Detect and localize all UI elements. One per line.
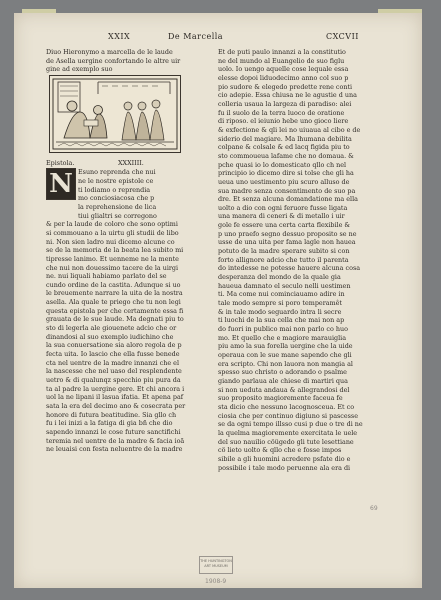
collection-stamp: THE HUNTINGTON ART MUSEUM bbox=[199, 556, 233, 574]
text-line: ti luochi de la sua cella che mai non ap bbox=[218, 316, 345, 325]
text-line: elesse dopoi liduodecimo anno col suo p bbox=[218, 73, 349, 82]
text-line: possibile i tale modo peruenne ala era di bbox=[218, 463, 351, 472]
header-roman-numeral: XXIX bbox=[108, 32, 131, 41]
epistola-number: XXXIIII. bbox=[118, 158, 144, 167]
text-line: dre. Et senza alcuna domandatione ma ella bbox=[218, 195, 358, 204]
text-line: ti lodiamo o reprendia bbox=[78, 185, 151, 194]
text-line: operaua con le sue mane sapendo che gli bbox=[218, 350, 352, 359]
text-line: ne del mundo al Euangelio de suo figlu bbox=[218, 56, 345, 65]
text-line: sto commoueua lafame che no domaua. & bbox=[218, 151, 354, 160]
text-line: haueua damnato el seculo nelli uestimen bbox=[218, 281, 351, 290]
text-line: uolo. Io uengo aquelle cose lequale essa bbox=[218, 65, 349, 74]
pencil-annotation: 69 bbox=[370, 505, 378, 512]
text-line: dinandosi al suo exemplo iudichino che bbox=[46, 332, 174, 341]
text-line: asella. Ala quale te priego che tu non legi bbox=[46, 298, 181, 307]
text-line: ta al padre la uergine gere. Et chi ancora i bbox=[46, 384, 185, 393]
text-line: se da ogni tempo illsso cusi p due o tre di ne bbox=[218, 420, 363, 429]
text-line: ne leuaisi con festa neluentre de la madre bbox=[46, 445, 183, 454]
text-line: colpane & colsale & ed lacq figida piu to bbox=[218, 143, 350, 152]
text-line: & exfectione & qli lei no uiuaua al cibo e de bbox=[218, 125, 361, 134]
text-line: Esuno reprenda che nui bbox=[78, 168, 156, 177]
epistola-label: Epistola. bbox=[46, 158, 75, 167]
text-line: teremia nel uentre de la madre & facia ioã bbox=[46, 436, 185, 445]
initial-paragraph bbox=[46, 168, 198, 220]
text-line: cta nel uentre de la madre innanzi che el bbox=[46, 358, 180, 367]
text-line: do intedesse ne potesse hauere alcuna cosa bbox=[218, 264, 361, 273]
text-line: che nui non douessimo tacere de la uirgi bbox=[46, 263, 179, 272]
text-line: principio io dicemo dire si tolse che gli ha bbox=[218, 169, 354, 178]
text-line: cö lieto uolto & qllo che e fosse impos bbox=[218, 446, 342, 455]
text-line: cundo ordine de la castita. Adunque si uo bbox=[46, 280, 181, 289]
text-line: p uno praefo segno dessuo proposito se ne bbox=[218, 229, 357, 238]
text-line: desperanza del mondo de la quale gia bbox=[218, 273, 341, 282]
text-line: una manera di ceneri & di metallo i uir bbox=[218, 212, 345, 221]
text-line: honore di futura beatitudine. Sia gllo ch bbox=[46, 410, 177, 419]
text-line: se de la memoria de la beata lea subito mi bbox=[46, 246, 184, 255]
right-column bbox=[218, 48, 374, 472]
text-line: la quelma magioremente exercitata le uele bbox=[218, 428, 358, 437]
text-line: fu il suolo de la terra luoco de oratione bbox=[218, 108, 345, 117]
text-line: fu i lei inizi a la fatiga di gia bñ che dio bbox=[46, 419, 173, 428]
text-line: di riposo. el ieiunio hebe uno gioco liere bbox=[218, 117, 349, 126]
woodcut-illustration bbox=[49, 75, 181, 153]
text-line: si commouano a la uirtu gli studii de libo bbox=[46, 228, 179, 237]
text-line: si non ueduta andaua & allegrandosi del bbox=[218, 385, 350, 394]
text-line: sata la era del decimo ano & cosecrata per bbox=[46, 402, 186, 410]
text-line: de Asella uergine confortando le altre uir bbox=[46, 56, 181, 65]
text-line: fecta uita. Io lascio che ella fusse benede bbox=[46, 350, 180, 359]
text-line: forto allignore adcio che tutto il parenta bbox=[218, 255, 349, 264]
text-line: uolto a dio con ogni feruore fusse ligata bbox=[218, 203, 348, 212]
accession-number: 1908-9 bbox=[205, 578, 227, 585]
text-line: tiui glialtri se corregono bbox=[78, 211, 157, 220]
text-line: giando parlaua ale chiese di martiri qua bbox=[218, 376, 348, 385]
left-column bbox=[46, 48, 198, 454]
text-line: siderio del magiare. Ma lhumana debilita bbox=[218, 134, 352, 143]
intro-heading bbox=[46, 48, 198, 74]
text-line: la nascesse che nel uaso del resplendente bbox=[46, 367, 182, 376]
text-line: pio sudore & elegedo predette rene conti bbox=[218, 82, 353, 91]
text-line: ueua uno uestimento piu scuro alluso de bbox=[218, 177, 350, 186]
text-line: ciosia che per continuo digiuno si pascesse bbox=[218, 411, 358, 420]
text-line: mo. Et quello che e magiore marauiglia bbox=[218, 333, 347, 342]
text-line: potuto de la madre sperare subito si con bbox=[218, 247, 350, 256]
text-line: uetro & di qualunqz specchio piu pura da bbox=[46, 376, 181, 385]
text-line: ti. Ma come nui cominciauamo adire in bbox=[218, 290, 345, 299]
text-line: gine ad exemplo suo bbox=[46, 65, 113, 74]
text-line: uol la ne lipani il lasua ifatia. Et apena paf bbox=[46, 393, 184, 402]
text-line: del suo nauilio cöügedo gli tute lesettiane bbox=[218, 437, 354, 446]
text-line: ne le nostre epistole ce bbox=[78, 176, 154, 185]
text-line: sto di legerla ale giouenete adcio che or bbox=[46, 324, 177, 333]
text-line: tipresse lanimo. Et uenneme ne la mente bbox=[46, 254, 179, 263]
text-line: mo conciosiacosa che p bbox=[78, 194, 155, 203]
text-line: Diuo Hieronymo a marcella de le laude bbox=[46, 48, 173, 56]
text-line: gole fe essere una certa carta flexibile & bbox=[218, 221, 351, 230]
decorated-initial: N bbox=[46, 168, 76, 200]
text-line: pche quasi io lo domesticato qllo ch nel bbox=[218, 160, 347, 169]
left-body-text bbox=[46, 220, 198, 454]
text-line: sua madre senza consentimento de suo pa bbox=[218, 186, 356, 195]
text-line: sta dicio che nessuno lacognosceua. Et co bbox=[218, 402, 355, 411]
text-line: piu amo la sua forella uergine che la uide bbox=[218, 342, 353, 351]
text-line: le breuemente narrare la uita de la nostra bbox=[46, 289, 183, 298]
header-folio: CXCVII bbox=[326, 32, 359, 41]
text-line: grauata de le sue laude. Ma degnati piu to bbox=[46, 315, 184, 324]
text-line: la sua conuersatione sia aloro regola de p bbox=[46, 341, 182, 350]
text-line: suo proposito magioremente faceua fe bbox=[218, 394, 343, 403]
text-line: cio adepie. Essa chiusa ne le agustie d una bbox=[218, 91, 357, 100]
text-line: Et de puti paulo innanzi a la constitutio bbox=[218, 48, 346, 56]
epistola-heading bbox=[46, 159, 198, 168]
text-line: colleria usaua la largeza di paradiso: alei bbox=[218, 99, 352, 108]
text-line: sibile a gli huomini acredere psfate dio e bbox=[218, 454, 351, 463]
text-line: ni. Non sien ladro nui dicemo alcune co bbox=[46, 237, 175, 246]
text-line: tale modo sempre si poro temperamêt bbox=[218, 299, 342, 308]
text-line: do fuori in publico mai non parlo co huo bbox=[218, 325, 348, 333]
text-line: sapendo innanzi le cose future sanctifichi bbox=[46, 427, 181, 436]
text-line: usse de una uita per fama lagle non hauea bbox=[218, 238, 356, 247]
text-line: la reprehensione de lica bbox=[78, 202, 157, 211]
text-line: questa epistola per che certamente essa fi bbox=[46, 306, 184, 315]
right-body-text bbox=[218, 48, 374, 472]
header-title: De Marcella bbox=[168, 32, 224, 41]
text-line: & in tale modo seguardo intra li secre bbox=[218, 307, 342, 316]
text-line: spesso suo christo o adorando o psalme bbox=[218, 368, 347, 377]
text-line: era scripto. Chi non lauora non mangia al bbox=[218, 359, 353, 368]
text-line: & per la laude de coloro che sono optimi bbox=[46, 220, 178, 229]
text-line: ne. nui liquali habiamo parlato del se bbox=[46, 272, 167, 281]
